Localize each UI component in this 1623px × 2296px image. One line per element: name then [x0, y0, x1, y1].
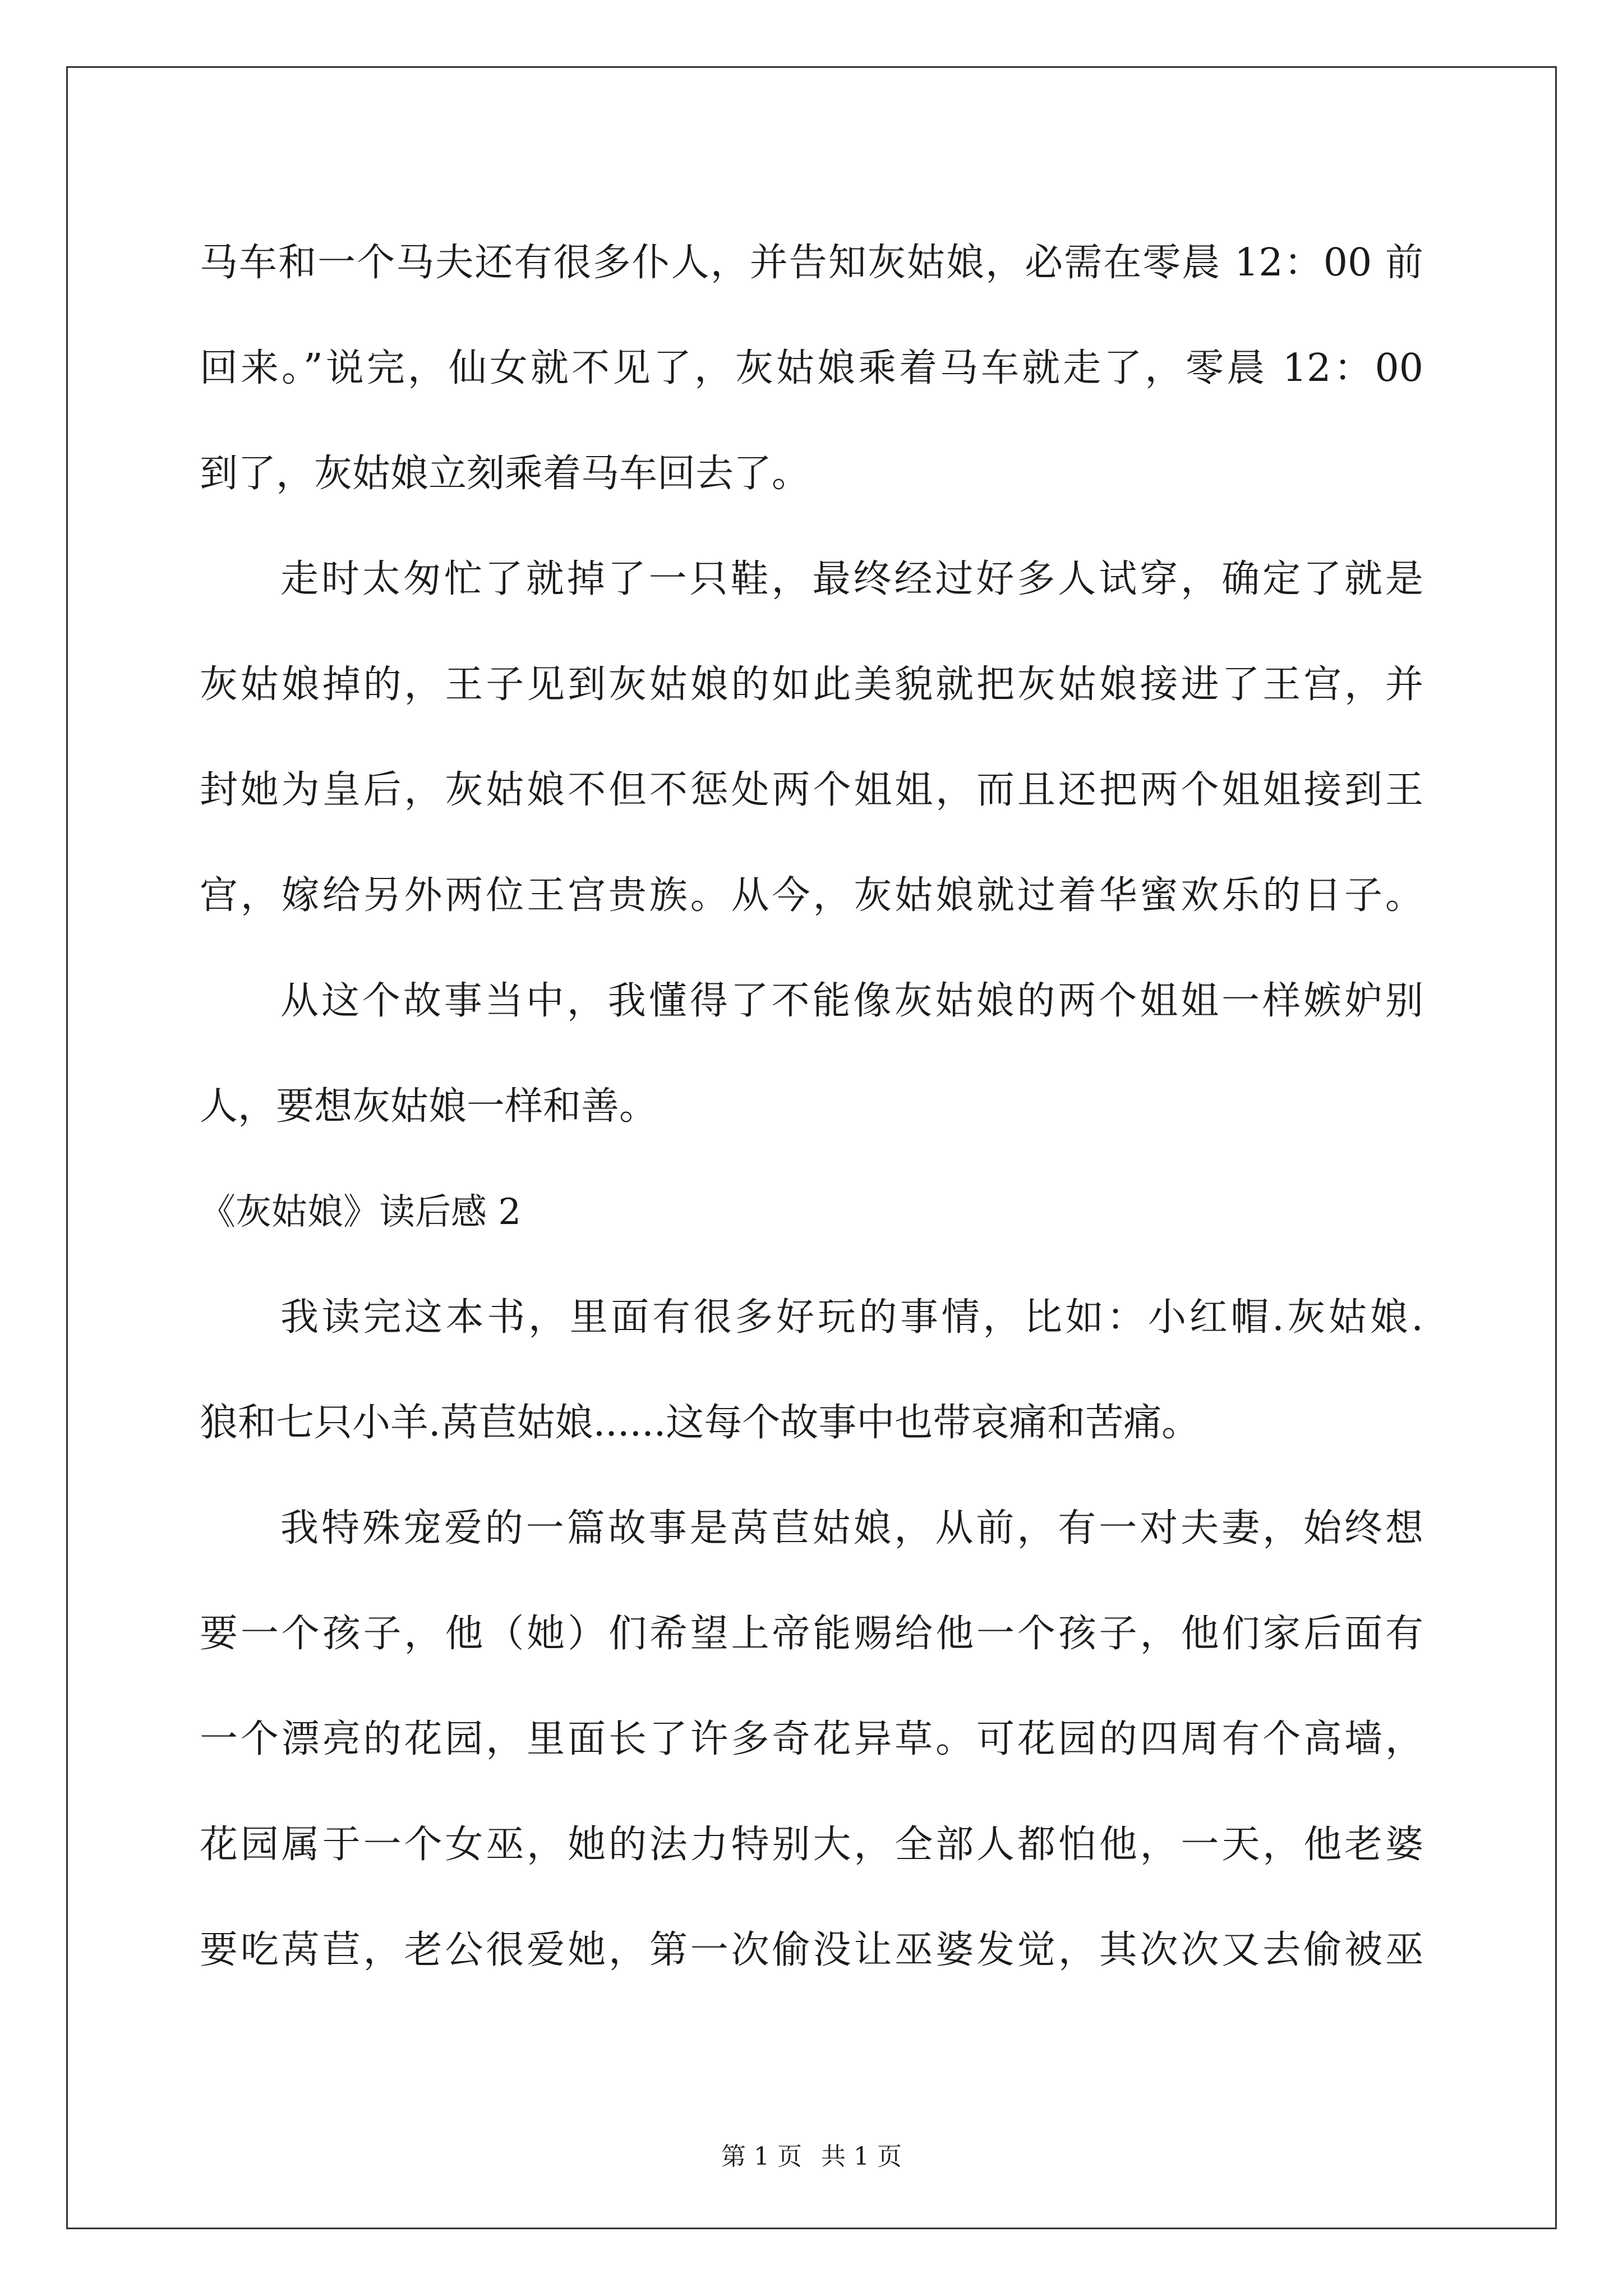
text-line: 走时太匆忙了就掉了一只鞋，最终经过好多人试穿，确定了就是	[280, 557, 1423, 601]
text-line: 要吃莴苣，老公很爱她，第一次偷没让巫婆发觉，其次次又去偷被巫	[200, 1928, 1423, 1972]
text-line: 人，要想灰姑娘一样和善。	[200, 1084, 658, 1129]
text-line: 我读完这本书，里面有很多好玩的事情，比如：小红帽.灰姑娘.	[280, 1295, 1423, 1340]
text-line: 封她为皇后，灰姑娘不但不惩处两个姐姐，而且还把两个姐姐接到王	[200, 768, 1423, 812]
text-line: 灰姑娘掉的，王子见到灰姑娘的如此美貌就把灰姑娘接进了王宫，并	[200, 662, 1423, 707]
text-line: 宫，嫁给另外两位王宫贵族。从今，灰姑娘就过着华蜜欢乐的日子。	[200, 873, 1423, 918]
page-footer	[0, 2140, 1623, 2174]
page-total: 共 1 页	[821, 2142, 902, 2171]
text-line: 我特殊宠爱的一篇故事是莴苣姑娘，从前，有一对夫妻，始终想	[280, 1506, 1423, 1550]
page-number: 第 1 页	[721, 2142, 802, 2171]
text-line: 花园属于一个女巫，她的法力特别大，全部人都怕他，一天，他老婆	[200, 1823, 1423, 1867]
text-line: 狼和七只小羊.莴苣姑娘......这每个故事中也带哀痛和苦痛。	[200, 1401, 1200, 1445]
text-line: 到了，灰姑娘立刻乘着马车回去了。	[200, 452, 810, 496]
text-line: 要一个孩子，他（她）们希望上帝能赐给他一个孩子，他们家后面有	[200, 1612, 1423, 1656]
document-body	[200, 210, 1423, 2003]
text-line: 马车和一个马夫还有很多仆人，并告知灰姑娘，必需在零晨 12：00 前	[200, 241, 1423, 285]
text-line: 回来。”说完，仙女就不见了，灰姑娘乘着马车就走了，零晨 12：00	[200, 346, 1423, 390]
section-heading: 《灰姑娘》读后感 2	[200, 1191, 522, 1233]
text-line: 从这个故事当中，我懂得了不能像灰姑娘的两个姐姐一样嫉妒别	[280, 979, 1423, 1023]
text-line: 一个漂亮的花园，里面长了许多奇花异草。可花园的四周有个高墙，	[200, 1717, 1423, 1761]
